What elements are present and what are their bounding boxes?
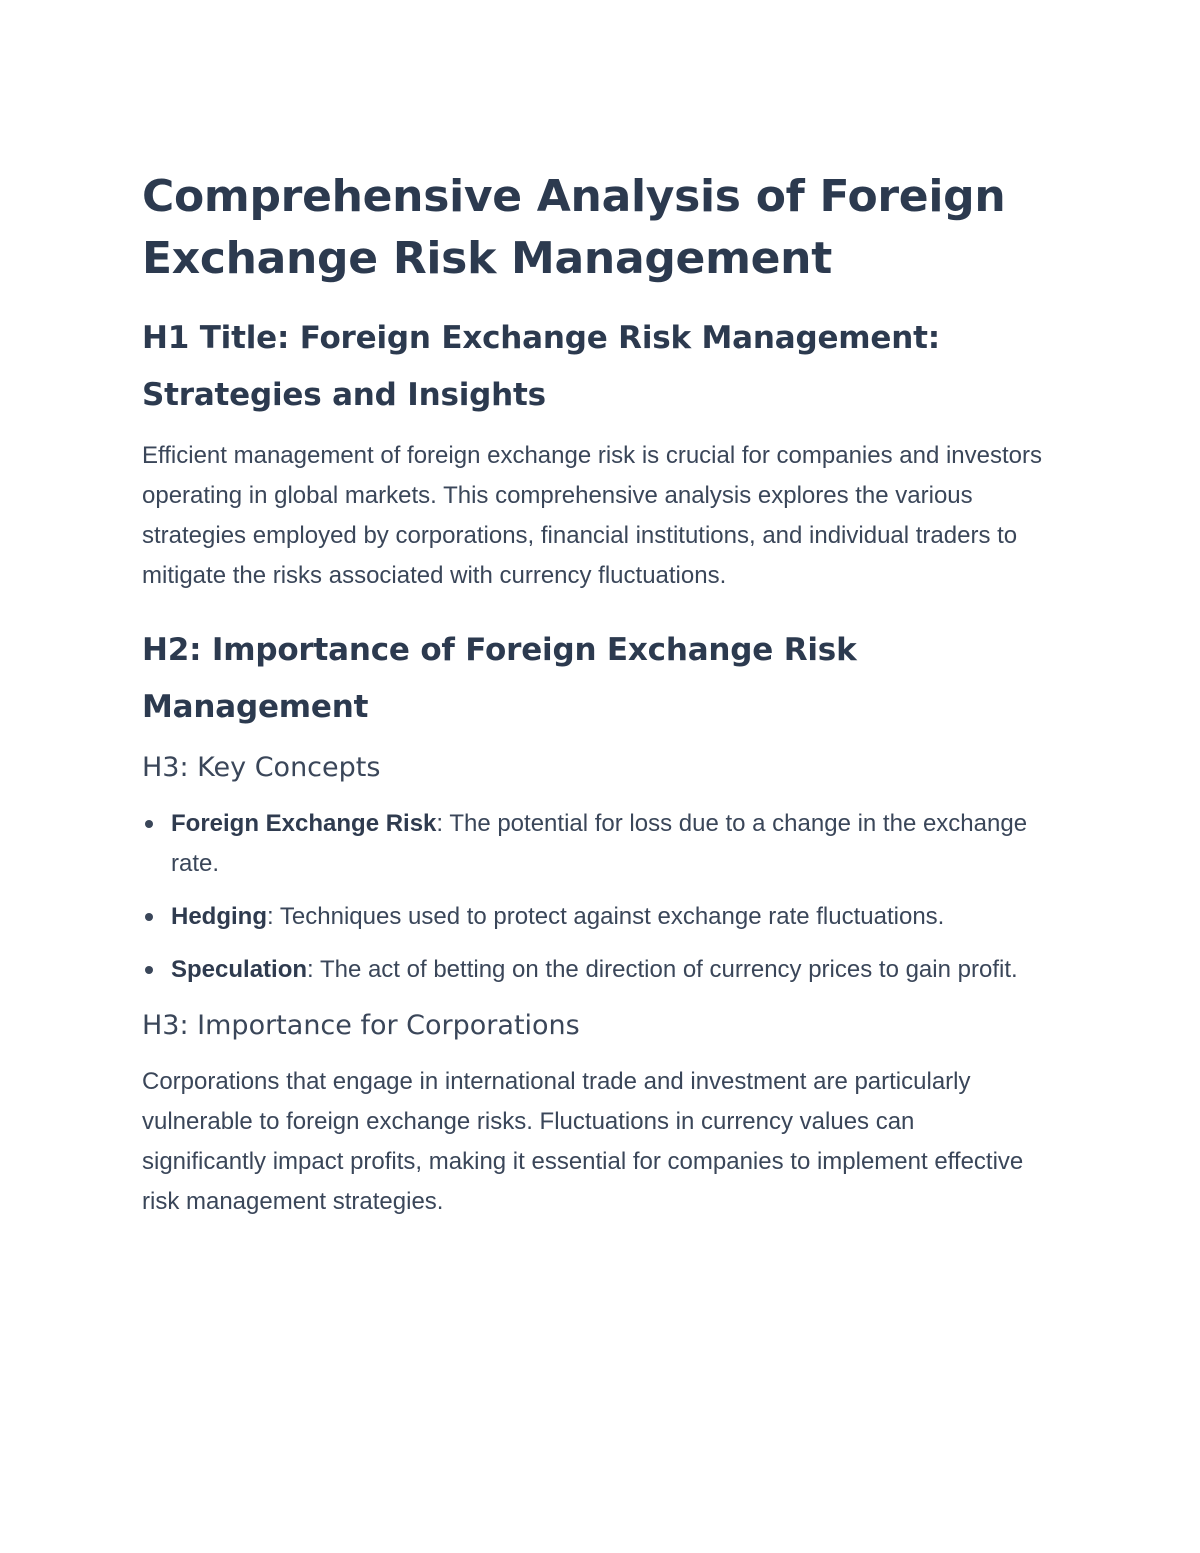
bullet-icon — [145, 966, 153, 974]
h3-corporations-heading: H3: Importance for Corporations — [142, 1010, 580, 1041]
corporations-paragraph: Corporations that engage in international trade and investment are particularly vulnerable to foreign exchange risks. Fluctuations in currency values can significantly impact profits, making it essential for companies to implement effective risk management strategies. — [142, 1068, 1024, 1215]
list-item — [142, 897, 1042, 937]
concept-term: Hedging — [171, 903, 267, 930]
concept-term: Foreign Exchange Risk — [171, 810, 437, 837]
concept-definition: The act of betting on the direction of currency prices to gain profit. — [319, 956, 1018, 983]
concept-separator: : — [307, 956, 320, 983]
concept-definition: Techniques used to protect against exchange rate fluctuations. — [279, 903, 945, 930]
list-item — [142, 804, 1042, 884]
concept-separator: : — [267, 903, 280, 930]
concept-separator: : — [436, 810, 450, 837]
document-page — [142, 166, 1042, 1248]
key-concepts-list — [142, 804, 1042, 990]
bullet-icon — [145, 820, 153, 828]
h1-section-heading: H1 Title: Foreign Exchange Risk Management: Strategies and Insights — [142, 320, 940, 413]
h3-key-concepts-heading: H3: Key Concepts — [142, 752, 381, 783]
document-title: Comprehensive Analysis of Foreign Exchange Risk Management — [142, 171, 1006, 284]
bullet-icon — [145, 913, 153, 921]
intro-paragraph: Efficient management of foreign exchange risk is crucial for companies and investors operating in global markets. This comprehensive analysis explores the various strategies employed by corporations, financial institutions, and individual traders to mitigate the risks associated with currency fluctuations. — [142, 442, 1043, 589]
concept-definition: The potential for loss due to a change in the exchange rate. — [171, 810, 1028, 877]
list-item — [142, 950, 1042, 990]
h2-importance-heading: H2: Importance of Foreign Exchange Risk Management — [142, 632, 857, 725]
concept-term: Speculation — [171, 956, 308, 983]
